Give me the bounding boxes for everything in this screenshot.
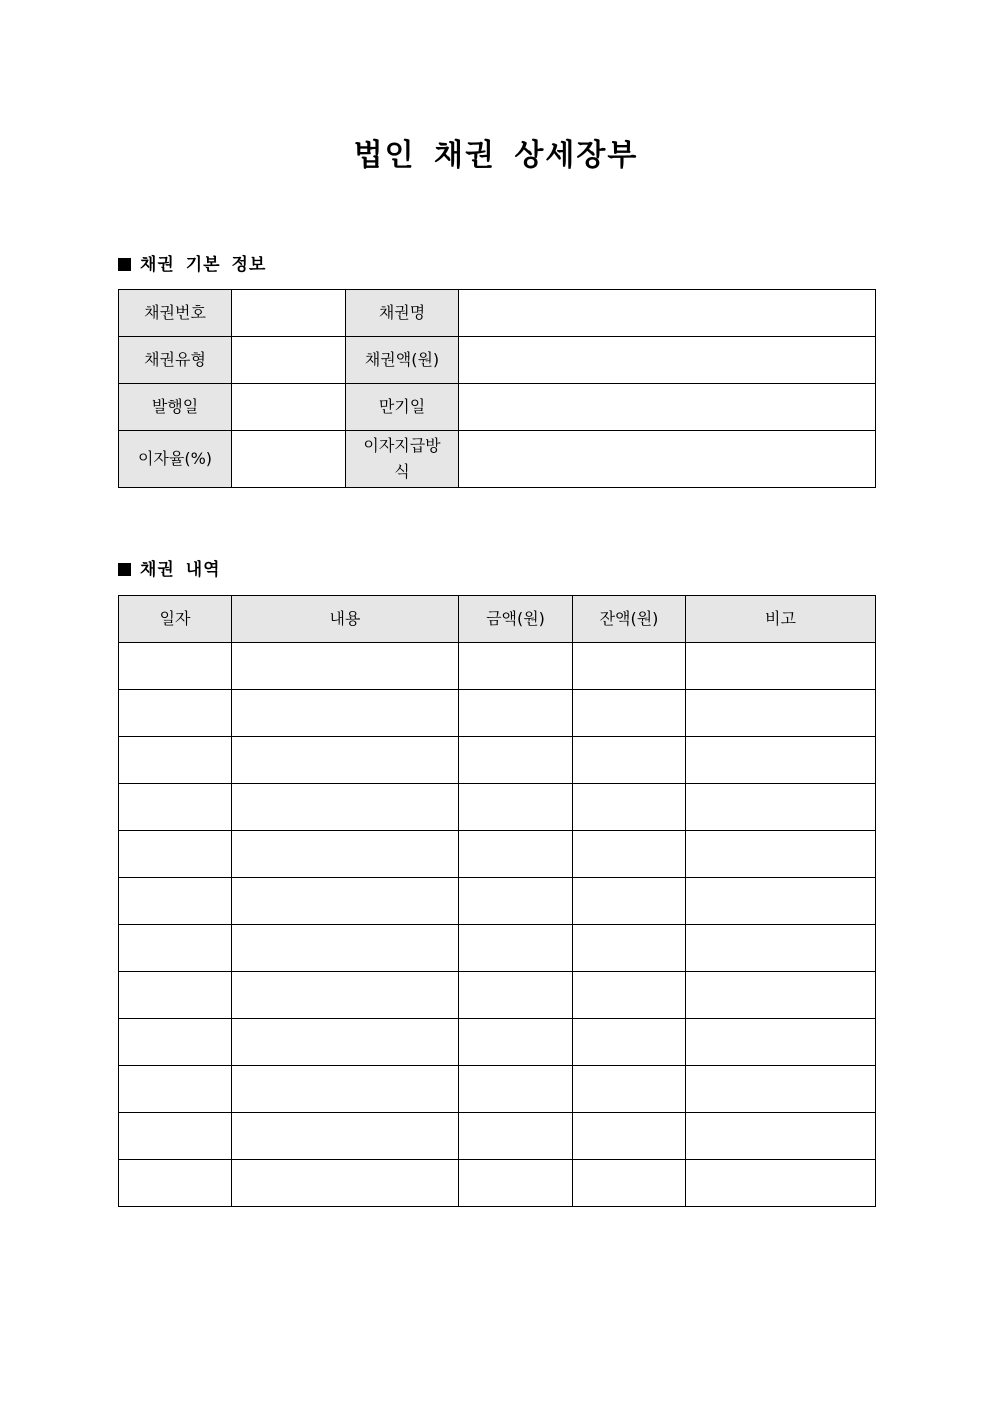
amount-cell[interactable] [459, 972, 573, 1019]
date-cell[interactable] [119, 690, 232, 737]
content-cell[interactable] [232, 643, 459, 690]
column-header-date: 일자 [119, 596, 232, 643]
balance-cell[interactable] [573, 1019, 686, 1066]
amount-cell[interactable] [459, 1066, 573, 1113]
balance-cell[interactable] [573, 878, 686, 925]
amount-cell[interactable] [459, 1113, 573, 1160]
table-row [119, 431, 876, 488]
basic-info-table [118, 289, 876, 488]
amount-cell[interactable] [459, 690, 573, 737]
table-row [119, 290, 876, 337]
table-row [119, 972, 876, 1019]
remarks-cell[interactable] [686, 1019, 876, 1066]
content-cell[interactable] [232, 878, 459, 925]
remarks-cell[interactable] [686, 831, 876, 878]
square-bullet-icon [118, 258, 131, 271]
balance-cell[interactable] [573, 925, 686, 972]
date-cell[interactable] [119, 643, 232, 690]
balance-cell[interactable] [573, 690, 686, 737]
table-row [119, 925, 876, 972]
date-cell[interactable] [119, 878, 232, 925]
remarks-cell[interactable] [686, 643, 876, 690]
content-cell[interactable] [232, 1160, 459, 1207]
section-heading-label: 채권 기본 정보 [140, 255, 267, 275]
balance-cell[interactable] [573, 831, 686, 878]
content-cell[interactable] [232, 1066, 459, 1113]
balance-cell[interactable] [573, 737, 686, 784]
content-cell[interactable] [232, 831, 459, 878]
content-cell[interactable] [232, 690, 459, 737]
remarks-cell[interactable] [686, 1160, 876, 1207]
table-row [119, 1066, 876, 1113]
remarks-cell[interactable] [686, 925, 876, 972]
table-row [119, 831, 876, 878]
table-row [119, 784, 876, 831]
column-header-remarks: 비고 [686, 596, 876, 643]
balance-cell[interactable] [573, 643, 686, 690]
remarks-cell[interactable] [686, 1066, 876, 1113]
page-title: 법인 채권 상세장부 [353, 138, 639, 173]
table-row [119, 643, 876, 690]
section-heading-label: 채권 내역 [140, 560, 221, 580]
table-row [119, 737, 876, 784]
date-cell[interactable] [119, 972, 232, 1019]
column-header-content: 내용 [232, 596, 459, 643]
amount-cell[interactable] [459, 925, 573, 972]
remarks-cell[interactable] [686, 878, 876, 925]
field-value-cell[interactable] [459, 384, 876, 431]
field-label: 채권유형 [119, 337, 232, 384]
amount-cell[interactable] [459, 1019, 573, 1066]
field-label: 이자율(%) [119, 431, 232, 488]
date-cell[interactable] [119, 784, 232, 831]
table-header-row [119, 596, 876, 643]
table-row [119, 1113, 876, 1160]
field-label: 만기일 [346, 384, 459, 431]
field-value-cell[interactable] [232, 337, 346, 384]
remarks-cell[interactable] [686, 784, 876, 831]
table-row [119, 1019, 876, 1066]
amount-cell[interactable] [459, 643, 573, 690]
field-label: 발행일 [119, 384, 232, 431]
field-value-cell[interactable] [459, 337, 876, 384]
square-bullet-icon [118, 563, 131, 576]
date-cell[interactable] [119, 831, 232, 878]
history-table-body [119, 643, 876, 1207]
field-value-cell[interactable] [232, 290, 346, 337]
date-cell[interactable] [119, 1066, 232, 1113]
section-heading-basic-info [118, 253, 266, 277]
table-row [119, 337, 876, 384]
content-cell[interactable] [232, 925, 459, 972]
amount-cell[interactable] [459, 831, 573, 878]
remarks-cell[interactable] [686, 1113, 876, 1160]
balance-cell[interactable] [573, 784, 686, 831]
balance-cell[interactable] [573, 972, 686, 1019]
table-row [119, 690, 876, 737]
column-header-amount: 금액(원) [459, 596, 573, 643]
date-cell[interactable] [119, 1113, 232, 1160]
remarks-cell[interactable] [686, 737, 876, 784]
field-value-cell[interactable] [232, 431, 346, 488]
content-cell[interactable] [232, 972, 459, 1019]
date-cell[interactable] [119, 1019, 232, 1066]
amount-cell[interactable] [459, 878, 573, 925]
field-value-cell[interactable] [459, 290, 876, 337]
remarks-cell[interactable] [686, 690, 876, 737]
content-cell[interactable] [232, 784, 459, 831]
table-row [119, 1160, 876, 1207]
amount-cell[interactable] [459, 737, 573, 784]
section-heading-history [118, 558, 221, 582]
content-cell[interactable] [232, 1113, 459, 1160]
field-label: 이자지급방식 [346, 431, 459, 488]
remarks-cell[interactable] [686, 972, 876, 1019]
balance-cell[interactable] [573, 1160, 686, 1207]
field-label: 채권액(원) [346, 337, 459, 384]
date-cell[interactable] [119, 925, 232, 972]
field-label: 채권명 [346, 290, 459, 337]
field-value-cell[interactable] [232, 384, 346, 431]
amount-cell[interactable] [459, 1160, 573, 1207]
balance-cell[interactable] [573, 1113, 686, 1160]
column-header-balance: 잔액(원) [573, 596, 686, 643]
content-cell[interactable] [232, 737, 459, 784]
balance-cell[interactable] [573, 1066, 686, 1113]
date-cell[interactable] [119, 737, 232, 784]
date-cell[interactable] [119, 1160, 232, 1207]
table-row [119, 384, 876, 431]
history-table [118, 595, 876, 1207]
amount-cell[interactable] [459, 784, 573, 831]
table-row [119, 878, 876, 925]
field-value-cell[interactable] [459, 431, 876, 488]
content-cell[interactable] [232, 1019, 459, 1066]
field-label: 채권번호 [119, 290, 232, 337]
